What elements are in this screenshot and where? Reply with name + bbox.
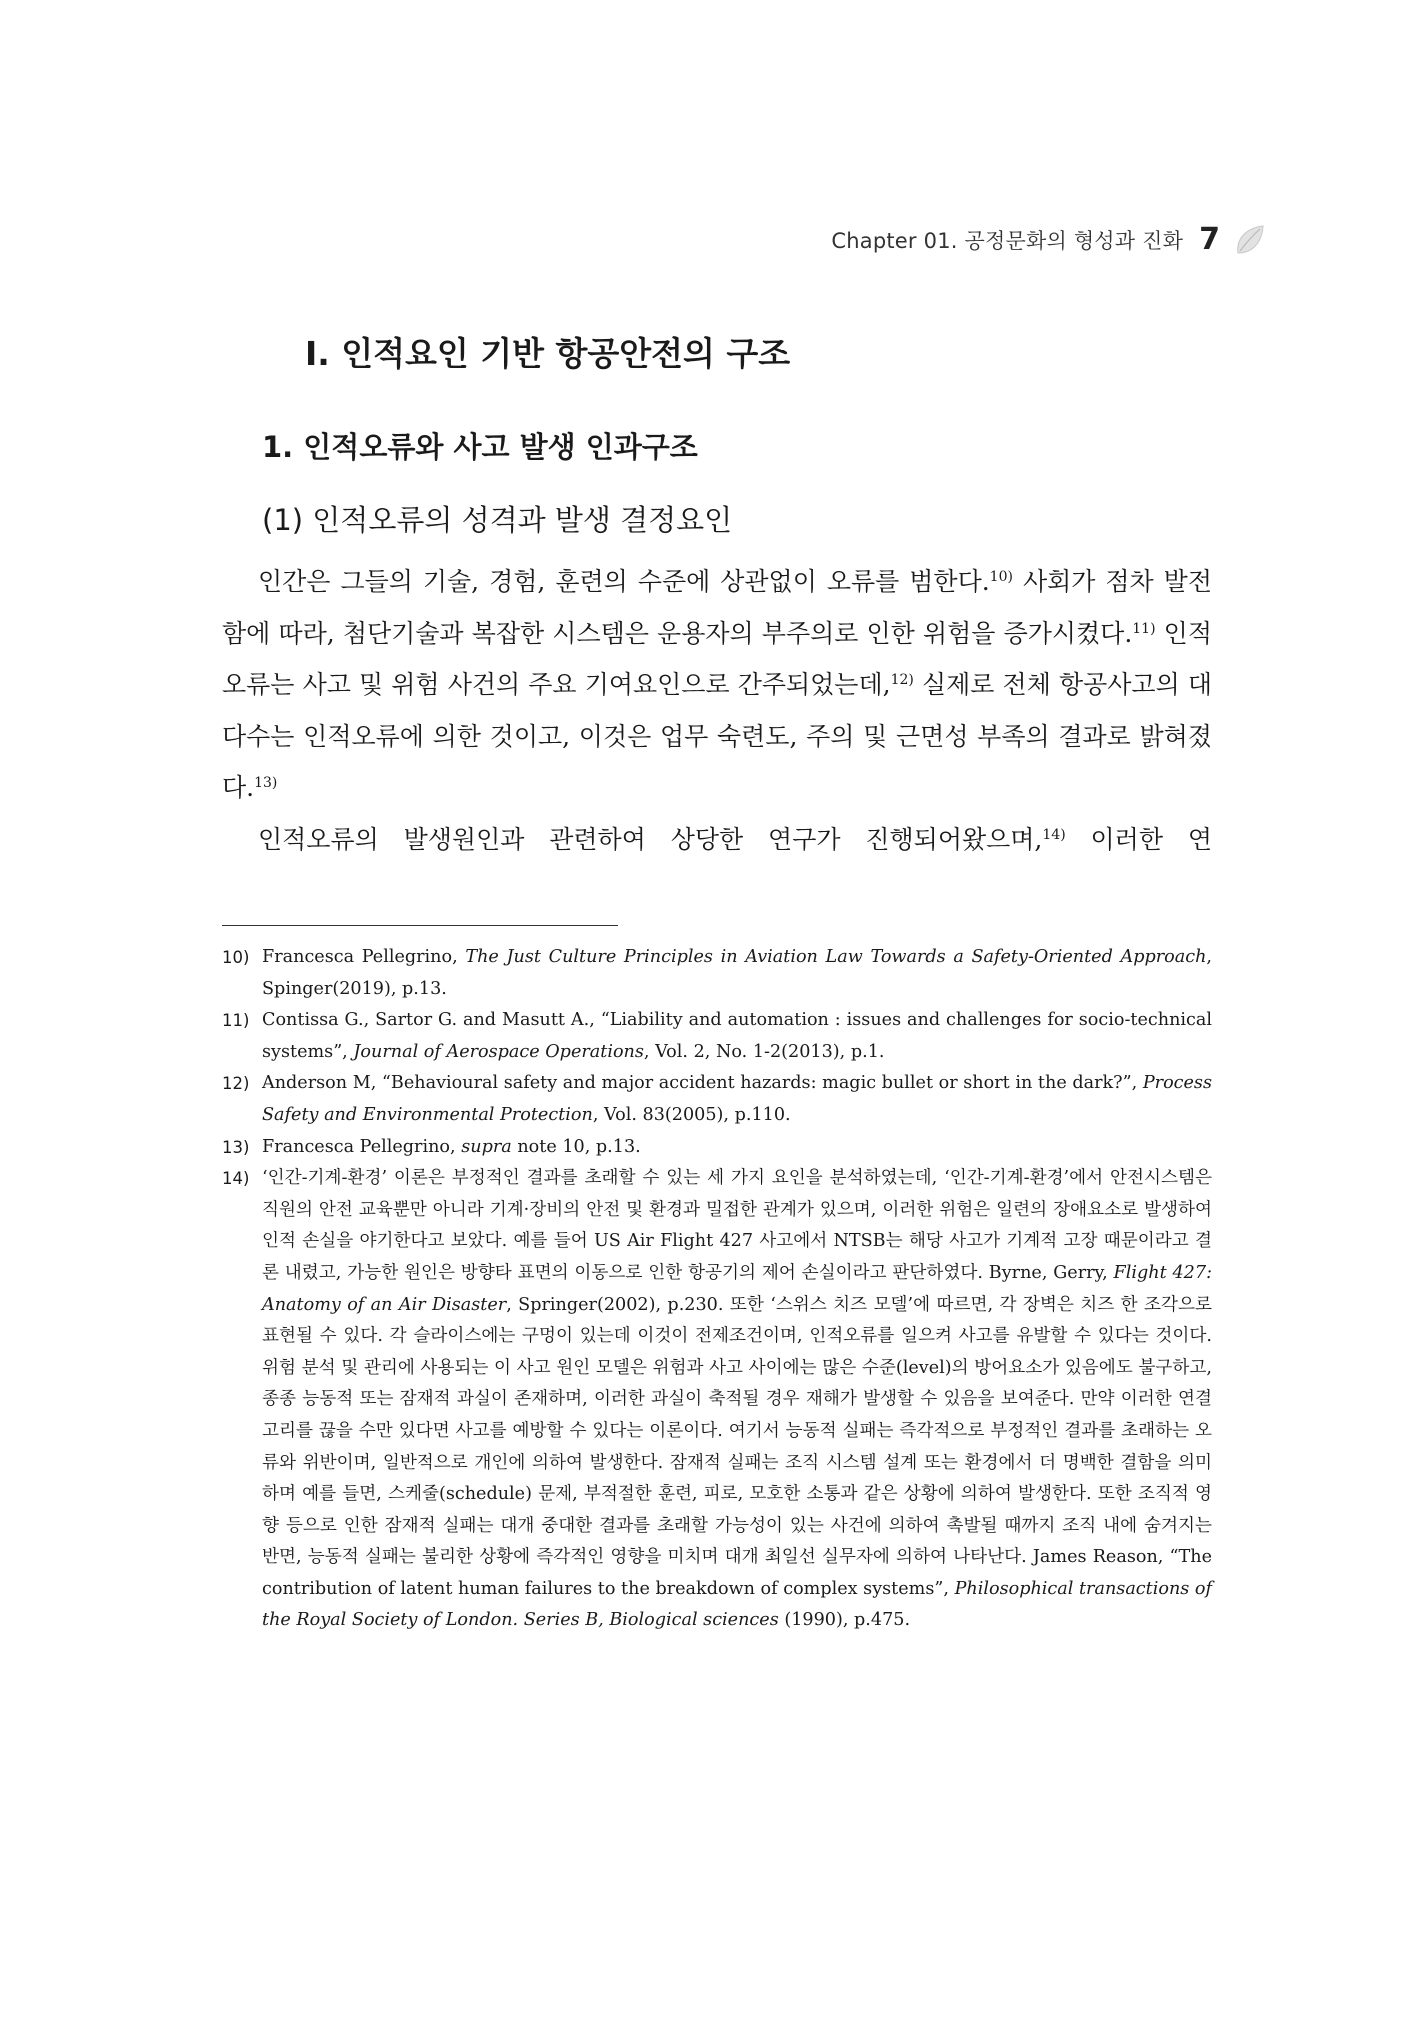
- page-number: 7: [1199, 222, 1220, 257]
- footnote-text: [262, 1005, 1212, 1068]
- footnote-ref[interactable]: 13): [254, 775, 278, 791]
- footnote-segment: , Vol. 2, No. 1-2(2013), p.1.: [643, 1041, 885, 1062]
- footnote-title: Flight 427: Anatomy of an Air Disaster: [262, 1262, 1212, 1315]
- section-heading: Ⅰ. 인적요인 기반 항공안전의 구조: [305, 334, 791, 373]
- subsection-heading: 1. 인적오류와 사고 발생 인과구조: [262, 430, 698, 464]
- footnote-ref[interactable]: 14): [1042, 826, 1066, 843]
- footnote-segment: , Springer(2002), p.230. 또한 ‘스위스 치즈 모델’에 따르면, 각 장벽은 치즈 한 조각으로 표현될 수 있다. 각 슬라이스에는 구멍이 있는데 이것이 전제조건이며, 인적오류를 일으켜 사고를 유발할 수 있다는 것이다. 위험 분석 및 관리에 사용되는 이 사고 원인 모델은 위험과 사고 사이에는 많은 수준(level)의 방어요소가 있음에도 불구하고, 종종 능동적 또는 잠재적 과실이 존재하며, 이러한 과실이 축적될 경우 재해가 발생할 수 있음을 보여준다. 만약 이러한 연결고리를 끊을 수만 있다면 사고를 예방할 수 있다는 이론이다. 여기서 능동적 실패는 즉각적으로 부정적인 결과를 초래하는 오류와 위반이며, 일반적으로 개인에 의하여 발생한다. 잠재적 실패는 조직 시스템 설계 또는 환경에서 더 명백한 결함을 의미하며 예를 들면, 스케줄(schedule) 문제, 부적절한 훈련, 피로, 모호한 소통과 같은 상황에 의하여 발생한다. 또한 조직적 영향 등으로 인한 잠재적 실패는 대개 중대한 결과를 초래할 가능성이 있는 사건에 의하여 촉발될 때까지 조직 내에 숨겨지는 반면, 능동적 실패는 불리한 상황에 즉각적인 영향을 미치며 대개 최일선 실무자에 의하여 나타난다. James Reason, “The contribution of latent human failures to the breakdown of complex systems”,: [262, 1294, 1212, 1599]
- paragraph-text: 사회가 점차 발전함에 따라, 첨단기술과 복잡한 시스템은 운용자의 부주의로 인한 위험을 증가시켰다.: [222, 567, 1212, 648]
- footnote-12: [222, 1068, 1212, 1131]
- footnote-11: [222, 1005, 1212, 1068]
- chapter-title: Chapter 01. 공정문화의 형성과 진화: [831, 228, 1184, 253]
- footnote-text: [262, 1163, 1212, 1637]
- footnote-text: [262, 1132, 1212, 1164]
- footnote-segment: Anderson M, “Behavioural safety and major accident hazards: magic bullet or short in the dark?”,: [262, 1073, 1143, 1094]
- footnote-number: 11): [222, 1011, 250, 1031]
- footnote-13: [222, 1132, 1212, 1164]
- paragraph-text: 실제로 전체 항공사고의 대다수는 인적오류에 의한 것이고, 이것은 업무 숙련도, 주의 및 근면성 부족의 결과로 밝혀졌다.: [222, 670, 1212, 802]
- paragraph-text: 인적오류의 발생원인과 관련하여 상당한 연구가 진행되어왔으며,: [258, 824, 1043, 854]
- footnote-number: 14): [222, 1169, 250, 1189]
- footnote-text: [262, 1068, 1212, 1131]
- footnote-segment: , Vol. 83(2005), p.110.: [592, 1104, 791, 1125]
- paragraph-text: 이러한 연: [1065, 824, 1213, 854]
- footnote-segment: Francesca Pellegrino,: [262, 1136, 462, 1157]
- footnote-segment: Contissa G., Sartor G. and Masutt A., “Liability and automation : issues and challenges for socio-technical systems”,: [262, 1010, 1212, 1062]
- footnote-number: 13): [222, 1137, 250, 1157]
- footnotes: [222, 942, 1212, 1637]
- footnote-14: [222, 1163, 1212, 1637]
- body-text: [222, 556, 1212, 865]
- footnote-title: The Just Culture Principles in Aviation Law Towards a Safety-Oriented Approach: [465, 947, 1207, 967]
- footnote-segment: Francesca Pellegrino,: [262, 947, 466, 967]
- running-head: [831, 222, 1266, 257]
- paragraph-text: 인적오류는 사고 및 위험 사건의 주요 기여요인으로 간주되었는데,: [222, 618, 1212, 699]
- footnote-segment: ‘인간-기계-환경’ 이론은 부정적인 결과를 초래할 수 있는 세 가지 요인을 분석하였는데, ‘인간-기계-환경’에서 안전시스템은 직원의 안전 교육뿐만 아니라 기계·장비의 안전 및 환경과 밀접한 관계가 있으며, 이러한 위험은 일련의 장애요소로 발생하여 인적 손실을 야기한다고 보았다. 예를 들어 US Air Flight 427 사고에서 NTSB는 해당 사고가 기계적 고장 때문이라고 결론 내렸고, 가능한 원인은 방향타 표면의 이동으로 인한 항공기의 제어 손실이라고 판단하였다. Byrne, Gerry,: [262, 1168, 1212, 1283]
- footnote-title: Philosophical transactions of the Royal Society of London. Series B, Biological sciences: [262, 1578, 1213, 1631]
- footnote-number: 10): [222, 948, 250, 967]
- paragraph: [222, 814, 1212, 866]
- footnote-number: 12): [222, 1074, 250, 1094]
- footnote-ref[interactable]: 12): [890, 672, 914, 688]
- paragraph-text: 인간은 그들의 기술, 경험, 훈련의 수준에 상관없이 오류를 범한다.: [258, 567, 990, 596]
- footnote-divider: [222, 925, 618, 926]
- footnote-title: Journal of Aerospace Operations: [353, 1041, 644, 1062]
- footnote-10: [222, 942, 1212, 1005]
- footnote-text: [262, 942, 1212, 1005]
- footnote-segment: , Spinger(2019), p.13.: [262, 947, 1212, 999]
- footnote-segment: (1990), p.475.: [778, 1610, 911, 1631]
- footnote-ref[interactable]: 10): [989, 569, 1013, 585]
- footnote-title: supra: [461, 1136, 512, 1157]
- paragraph: [222, 556, 1212, 814]
- footnote-title: Process Safety and Environmental Protection: [262, 1073, 1212, 1125]
- footnote-ref[interactable]: 11): [1132, 620, 1156, 637]
- footnote-segment: note 10, p.13.: [511, 1136, 641, 1157]
- leaf-icon: [1232, 223, 1266, 257]
- sub-subsection-heading: (1) 인적오류의 성격과 발생 결정요인: [262, 503, 733, 537]
